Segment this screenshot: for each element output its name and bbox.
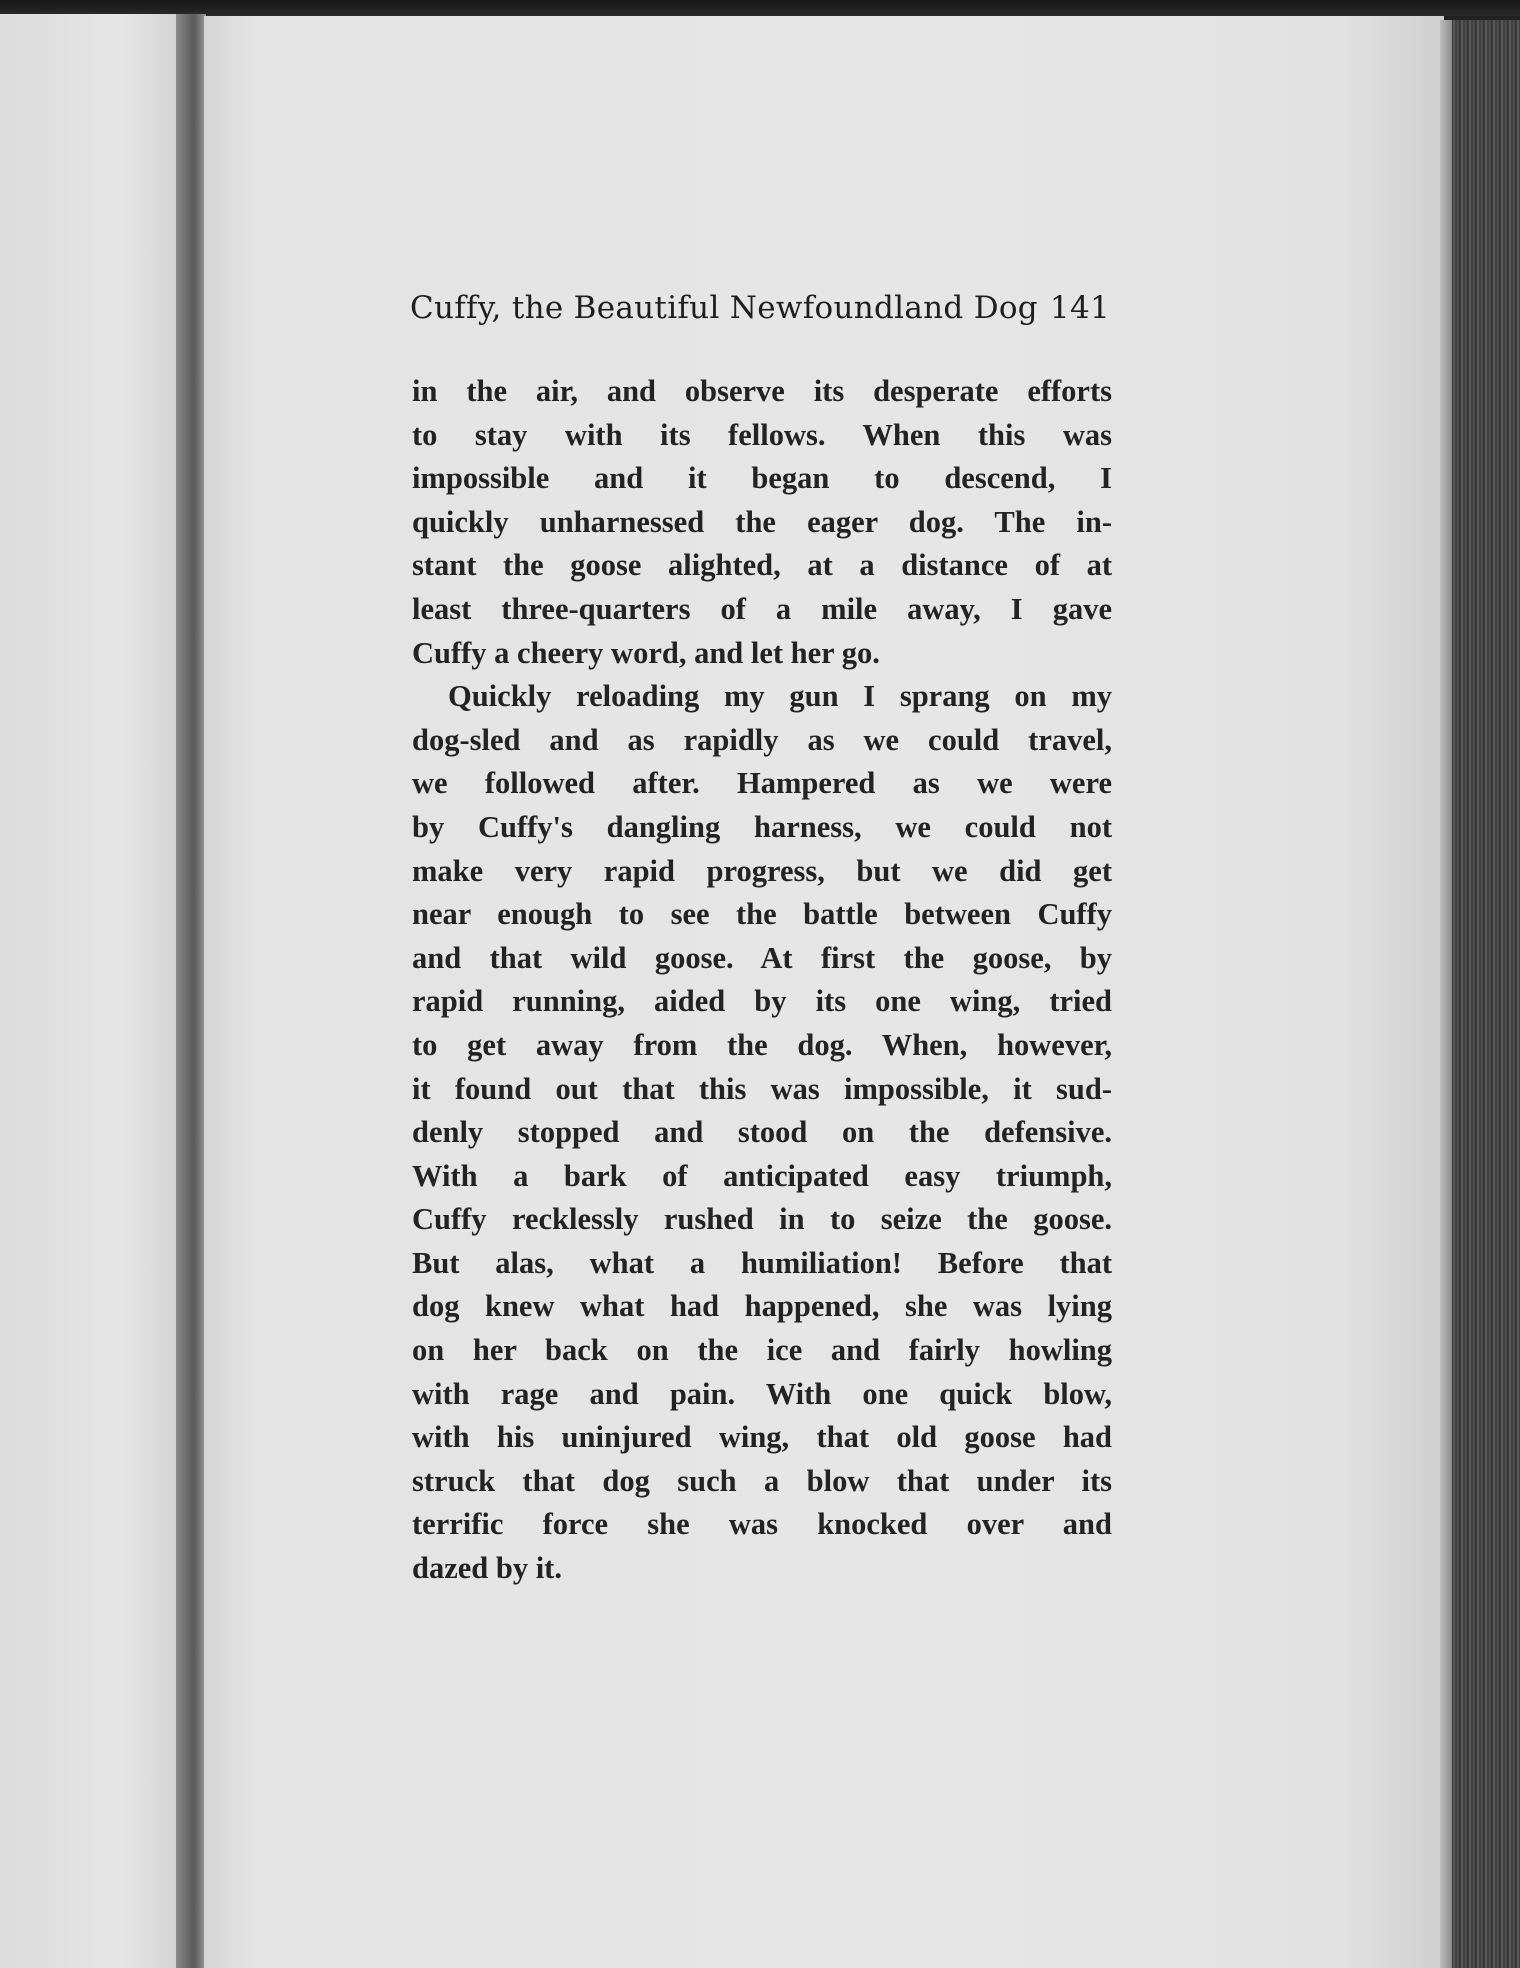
paragraph-2: [412, 675, 1112, 1590]
text-line: denly stopped and stood on the defensive.: [412, 1115, 1112, 1150]
text-line: least three-quarters of a mile away, I gave: [412, 591, 1112, 626]
text-line: With a bark of anticipated easy triumph,: [412, 1158, 1112, 1193]
text-line: stant the goose alighted, at a distance of at: [412, 548, 1112, 583]
page-edges: [1440, 20, 1520, 1968]
text-line: we followed after. Hampered as we were: [412, 766, 1112, 801]
text-line: it found out that this was impossible, it sud-: [412, 1071, 1112, 1106]
text-line: by Cuffy's dangling harness, we could not: [412, 809, 1112, 844]
text-line: near enough to see the battle between Cuffy: [412, 897, 1112, 932]
page-edge-highlight: [1440, 20, 1452, 1968]
chapter-title: Cuffy, the Beautiful Newfoundland Dog: [410, 290, 1038, 326]
text-line: But alas, what a humiliation! Before that: [412, 1245, 1112, 1280]
text-line: to get away from the dog. When, however,: [412, 1027, 1112, 1062]
running-head: [410, 290, 1110, 326]
text-line: Quickly reloading my gun I sprang on my: [448, 679, 1112, 714]
text-line: Cuffy a cheery word, and let her go.: [412, 635, 880, 670]
text-line: on her back on the ice and fairly howling: [412, 1333, 1112, 1368]
text-line: terrific force she was knocked over and: [412, 1507, 1112, 1542]
text-line: with rage and pain. With one quick blow,: [412, 1376, 1112, 1411]
text-line: in the air, and observe its desperate efforts: [412, 374, 1112, 408]
text-line: make very rapid progress, but we did get: [412, 853, 1112, 888]
paragraph-1: [412, 370, 1112, 675]
text-line: dazed by it.: [412, 1551, 562, 1586]
left-page: [0, 14, 176, 1968]
text-line: dog knew what had happened, she was lying: [412, 1289, 1112, 1324]
text-line: dog-sled and as rapidly as we could travel,: [412, 722, 1112, 757]
text-line: to stay with its fellows. When this was: [412, 417, 1112, 452]
text-line: struck that dog such a blow that under its: [412, 1463, 1112, 1498]
text-line: impossible and it began to descend, I: [412, 461, 1112, 496]
page-number: 141: [1049, 290, 1110, 326]
book-gutter: [176, 14, 206, 1968]
text-line: with his uninjured wing, that old goose had: [412, 1420, 1112, 1455]
text-line: and that wild goose. At first the goose, by: [412, 940, 1112, 975]
text-line: rapid running, aided by its one wing, tried: [412, 984, 1112, 1019]
text-line: Cuffy recklessly rushed in to seize the goose.: [412, 1202, 1112, 1237]
top-shadow: [0, 0, 1520, 16]
body-text: [412, 370, 1112, 1591]
text-line: quickly unharnessed the eager dog. The in-: [412, 504, 1112, 539]
